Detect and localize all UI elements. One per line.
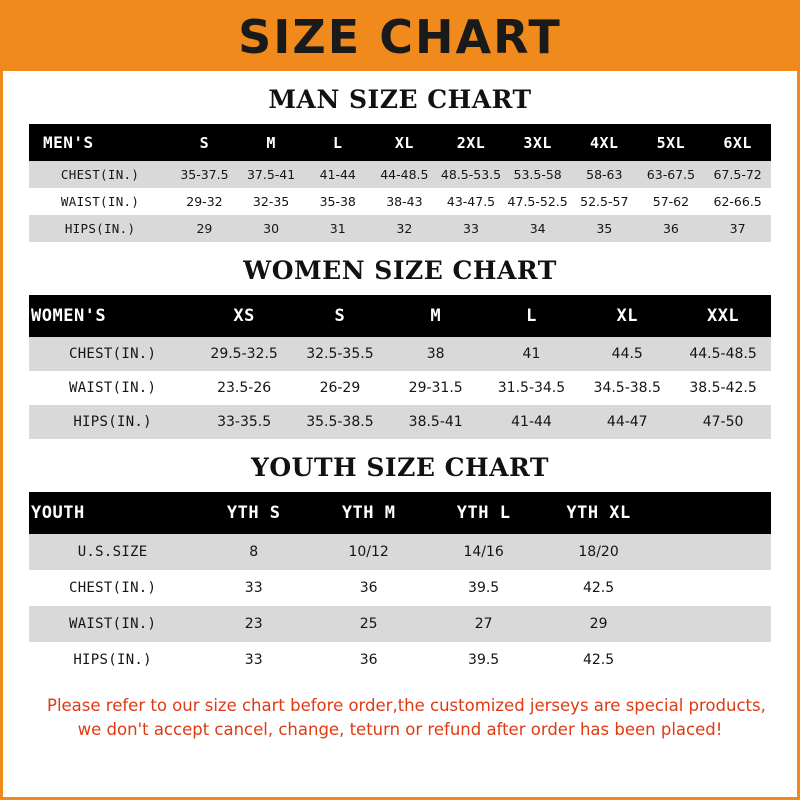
men-row0-c3: 41-44: [304, 161, 371, 188]
youth-row0-c4: 18/20: [541, 534, 656, 570]
women-row1-c4: 31.5-34.5: [484, 371, 580, 405]
youth-header-label: YOUTH: [29, 492, 196, 534]
youth-row0-label: U.S.SIZE: [29, 534, 196, 570]
men-row0-c1: 35-37.5: [171, 161, 238, 188]
men-row2-label: HIPS(IN.): [29, 215, 171, 242]
order-notice-line1: Please refer to our size chart before order,the customized jerseys are special products,: [47, 696, 766, 715]
men-row2-c7: 35: [571, 215, 638, 242]
youth-row0-c1: 8: [196, 534, 311, 570]
women-row2-c3: 38.5-41: [388, 405, 484, 439]
women-row2-c2: 35.5-38.5: [292, 405, 388, 439]
table-row: [29, 161, 771, 188]
women-row0-c3: 38: [388, 337, 484, 371]
order-notice: [29, 694, 771, 742]
men-row0-label: CHEST(IN.): [29, 161, 171, 188]
men-header-3xl: 3XL: [504, 124, 571, 161]
youth-header-m: YTH M: [311, 492, 426, 534]
men-header-2xl: 2XL: [438, 124, 505, 161]
women-row1-c3: 29-31.5: [388, 371, 484, 405]
men-row0-c7: 58-63: [571, 161, 638, 188]
youth-row1-label: CHEST(IN.): [29, 570, 196, 606]
men-row2-c8: 36: [638, 215, 705, 242]
women-row1-c5: 34.5-38.5: [579, 371, 675, 405]
women-row0-c6: 44.5-48.5: [675, 337, 771, 371]
men-row1-c9: 62-66.5: [704, 188, 771, 215]
men-header-4xl: 4XL: [571, 124, 638, 161]
men-table-body: [29, 161, 771, 242]
women-table-header: [29, 295, 771, 337]
men-row2-c9: 37: [704, 215, 771, 242]
women-row1-label: WAIST(IN.): [29, 371, 196, 405]
men-row0-c6: 53.5-58: [504, 161, 571, 188]
table-header-row: [29, 295, 771, 337]
women-row1-c2: 26-29: [292, 371, 388, 405]
table-row: [29, 642, 771, 678]
youth-row0-c3: 14/16: [426, 534, 541, 570]
page-banner: [3, 3, 797, 71]
men-row1-c3: 35-38: [304, 188, 371, 215]
youth-row1-c3: 39.5: [426, 570, 541, 606]
men-row2-c1: 29: [171, 215, 238, 242]
table-row: [29, 606, 771, 642]
women-row2-c1: 33-35.5: [196, 405, 292, 439]
women-header-m: M: [388, 295, 484, 337]
youth-section-title: YOUTH SIZE CHART: [251, 453, 549, 482]
youth-header-l: YTH L: [426, 492, 541, 534]
women-header-xl: XL: [579, 295, 675, 337]
men-header-xl: XL: [371, 124, 438, 161]
women-row2-c6: 47-50: [675, 405, 771, 439]
women-table-body: [29, 337, 771, 439]
table-row: [29, 215, 771, 242]
youth-row1-c5: [656, 570, 771, 606]
men-size-table: [29, 124, 771, 242]
men-row1-label: WAIST(IN.): [29, 188, 171, 215]
men-header-label: MEN'S: [29, 124, 171, 161]
youth-header-s: YTH S: [196, 492, 311, 534]
youth-row1-c1: 33: [196, 570, 311, 606]
women-row1-c1: 23.5-26: [196, 371, 292, 405]
women-row1-c6: 38.5-42.5: [675, 371, 771, 405]
women-row0-c1: 29.5-32.5: [196, 337, 292, 371]
women-header-s: S: [292, 295, 388, 337]
women-row0-label: CHEST(IN.): [29, 337, 196, 371]
men-row1-c1: 29-32: [171, 188, 238, 215]
table-row: [29, 405, 771, 439]
men-row1-c2: 32-35: [238, 188, 305, 215]
chart-content: [3, 85, 797, 742]
women-row0-c5: 44.5: [579, 337, 675, 371]
men-row2-c6: 34: [504, 215, 571, 242]
table-row: [29, 337, 771, 371]
men-section-title: MAN SIZE CHART: [268, 85, 532, 114]
men-row2-c3: 31: [304, 215, 371, 242]
youth-row1-c2: 36: [311, 570, 426, 606]
men-row0-c9: 67.5-72: [704, 161, 771, 188]
youth-row3-c4: 42.5: [541, 642, 656, 678]
men-header-l: L: [304, 124, 371, 161]
youth-table-header: [29, 492, 771, 534]
women-row2-label: HIPS(IN.): [29, 405, 196, 439]
men-row2-c5: 33: [438, 215, 505, 242]
youth-row0-c2: 10/12: [311, 534, 426, 570]
men-row0-c2: 37.5-41: [238, 161, 305, 188]
men-row1-c6: 47.5-52.5: [504, 188, 571, 215]
women-row0-c2: 32.5-35.5: [292, 337, 388, 371]
youth-size-table: [29, 492, 771, 678]
women-row2-c4: 41-44: [484, 405, 580, 439]
youth-row2-label: WAIST(IN.): [29, 606, 196, 642]
order-notice-line2: we don't accept cancel, change, teturn or refund after order has been placed!: [77, 719, 723, 739]
youth-row1-c4: 42.5: [541, 570, 656, 606]
youth-row2-c5: [656, 606, 771, 642]
men-row0-c5: 48.5-53.5: [438, 161, 505, 188]
men-row1-c4: 38-43: [371, 188, 438, 215]
table-row: [29, 188, 771, 215]
table-row: [29, 371, 771, 405]
men-header-6xl: 6XL: [704, 124, 771, 161]
men-row1-c7: 52.5-57: [571, 188, 638, 215]
men-row2-c2: 30: [238, 215, 305, 242]
men-header-5xl: 5XL: [638, 124, 705, 161]
women-size-table: [29, 295, 771, 439]
table-row: [29, 534, 771, 570]
women-row2-c5: 44-47: [579, 405, 675, 439]
youth-row3-c2: 36: [311, 642, 426, 678]
women-row0-c4: 41: [484, 337, 580, 371]
men-row0-c8: 63-67.5: [638, 161, 705, 188]
youth-table-body: [29, 534, 771, 678]
youth-row3-c5: [656, 642, 771, 678]
youth-row2-c1: 23: [196, 606, 311, 642]
women-header-l: L: [484, 295, 580, 337]
men-row1-c5: 43-47.5: [438, 188, 505, 215]
women-section-title: WOMEN SIZE CHART: [243, 256, 557, 285]
men-table-header: [29, 124, 771, 161]
youth-header-empty: [656, 492, 771, 534]
men-row2-c4: 32: [371, 215, 438, 242]
youth-row3-label: HIPS(IN.): [29, 642, 196, 678]
table-header-row: [29, 492, 771, 534]
men-row1-c8: 57-62: [638, 188, 705, 215]
page-title: SIZE CHART: [238, 10, 562, 64]
youth-row2-c3: 27: [426, 606, 541, 642]
men-header-m: M: [238, 124, 305, 161]
women-header-xs: XS: [196, 295, 292, 337]
youth-header-xl: YTH XL: [541, 492, 656, 534]
youth-row3-c1: 33: [196, 642, 311, 678]
youth-row0-c5: [656, 534, 771, 570]
men-row0-c4: 44-48.5: [371, 161, 438, 188]
youth-row3-c3: 39.5: [426, 642, 541, 678]
youth-row2-c4: 29: [541, 606, 656, 642]
women-header-label: WOMEN'S: [29, 295, 196, 337]
women-header-xxl: XXL: [675, 295, 771, 337]
table-header-row: [29, 124, 771, 161]
men-header-s: S: [171, 124, 238, 161]
table-row: [29, 570, 771, 606]
youth-row2-c2: 25: [311, 606, 426, 642]
